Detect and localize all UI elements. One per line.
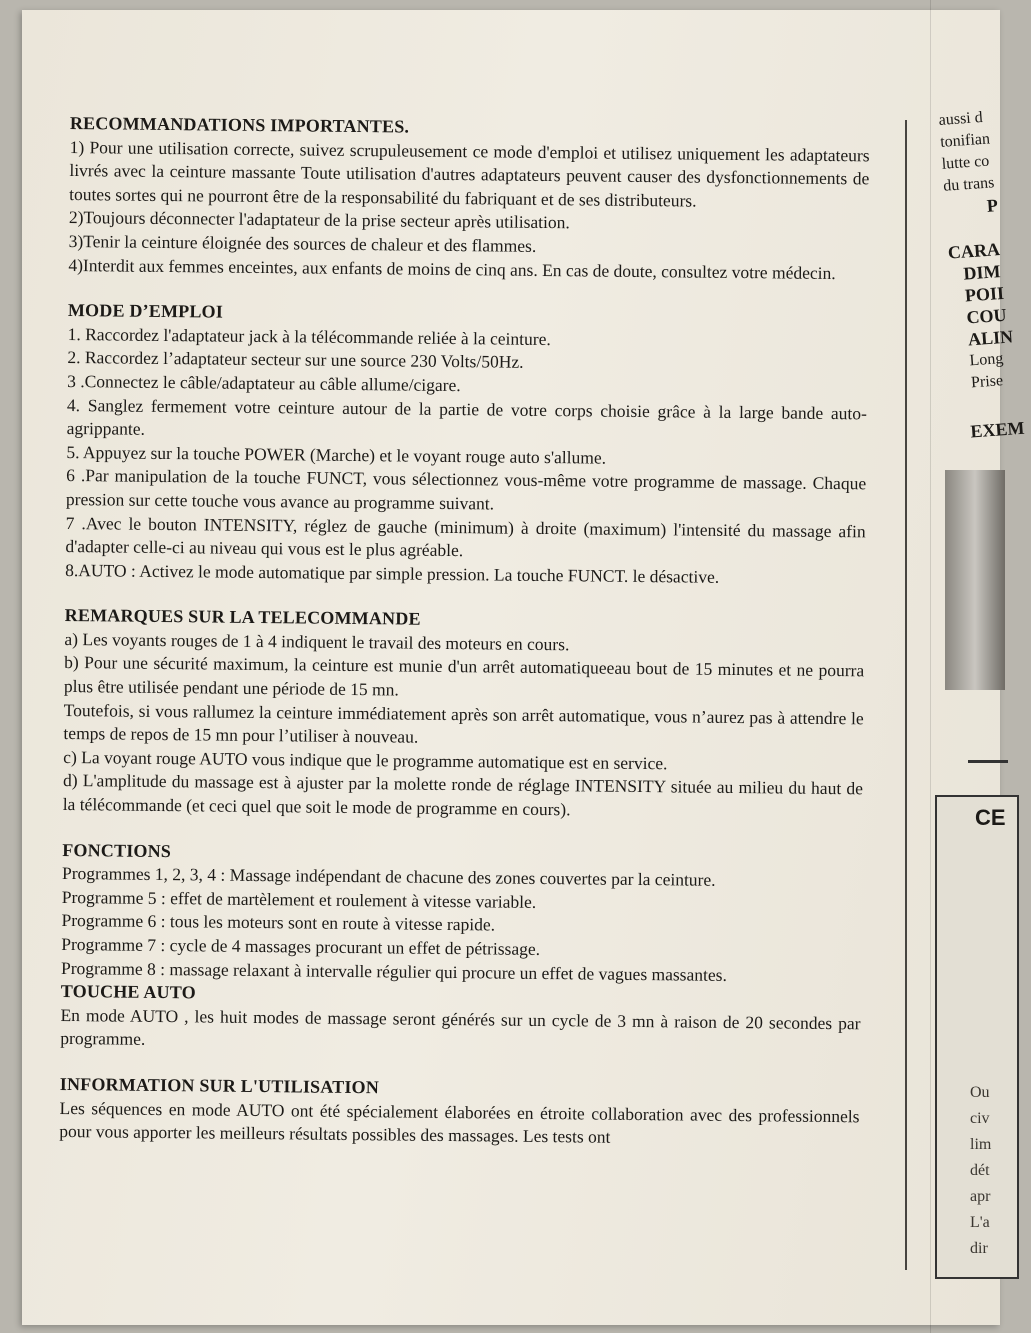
section-information <box>59 1073 860 1152</box>
section-mode-emploi <box>65 299 868 590</box>
paragraph: 2)Toujours déconnecter l'adaptateur de la prise secteur après utilisation. <box>68 207 570 233</box>
info-box-heading: CE <box>975 805 1006 830</box>
right-text-line: aussi d <box>938 108 984 129</box>
paragraph: Programme 8 : massage relaxant à intervalle régulier qui procure un effet de vagues massantes. <box>60 957 727 985</box>
main-column <box>59 112 870 1174</box>
paragraph: 5. Appuyez sur la touche POWER (Marche) et le voyant rouge auto s'allume. <box>66 441 607 468</box>
section-heading: FONCTIONS <box>62 839 172 861</box>
paragraph: 4)Interdit aux femmes enceintes, aux enfants de moins de cinq ans. En cas de doute, consultez votre médecin. <box>68 254 836 283</box>
example-heading: EXEM <box>969 417 1026 442</box>
paragraph: Programmes 1, 2, 3, 4 : Massage indépendant de chacune des zones couvertes par la ceinture. <box>61 863 716 891</box>
section-fonctions <box>61 839 862 989</box>
spec-item: Long <box>968 350 1004 370</box>
right-text-line: du trans <box>942 174 995 195</box>
paragraph: c) La voyant rouge AUTO vous indique que le programme automatique est en service. <box>63 746 668 774</box>
section-recommandations <box>68 112 870 286</box>
paragraph: Les séquences en mode AUTO ont été spécialement élaborées en étroite collaboration avec des professionnels pour vous apporter les meilleurs résultats possibles des massages. Les tests ont <box>59 1097 860 1147</box>
box-line: civ <box>970 1110 990 1127</box>
spec-item: POII <box>964 282 1005 306</box>
section-heading: TOUCHE AUTO <box>60 981 196 1003</box>
spec-item: DIM <box>962 261 1002 284</box>
right-bold-letter: P <box>986 195 999 216</box>
paragraph: 8.AUTO : Activez le mode automatique par simple pression. La touche FUNCT. le désactive. <box>65 559 720 587</box>
paragraph: b) Pour une sécurité maximum, la ceinture est munie d'un arrêt automatiqueeau bout de 15 minutes et ne pourra plus être utilisée pendant une période de 15 mn. <box>63 652 865 700</box>
box-line: L'a <box>970 1214 990 1231</box>
box-line: dét <box>970 1162 990 1179</box>
box-line: apr <box>970 1188 991 1205</box>
example-photo <box>945 470 1005 690</box>
divider-dash <box>968 760 1008 763</box>
paragraph: Toutefois, si vous rallumez la ceinture immédiatement après son arrêt automatique, vous n’aurez pas à attendre le temps de repos de 15 mn pour l’utiliser à nouveau. <box>63 699 864 747</box>
paragraph: 1) Pour une utilisation correcte, suivez scrupuleusement ce mode d'emploi et utilisez uniquement les adaptateurs livrés avec la ceinture massante Toute utilisation d'autres adaptateurs peuvent causer des dysfonctionnements de toutes sortes qui ne pourront être de la responsabilité du fabriquant et de ses distributeurs. <box>69 136 870 211</box>
section-heading: RECOMMANDATIONS IMPORTANTES. <box>69 112 410 137</box>
box-line: dir <box>970 1240 988 1257</box>
section-heading: MODE D’EMPLOI <box>67 300 224 322</box>
spec-item: ALIN <box>967 326 1014 350</box>
section-heading: INFORMATION SUR L'UTILISATION <box>59 1073 380 1098</box>
info-box-lines <box>970 1080 1010 1262</box>
paragraph: d) L'amplitude du massage est à ajuster par la molette ronde de réglage INTENSITY située au milieu du haut de la télécommande (et ceci quel que soit le mode de programme en cours). <box>62 770 864 820</box>
box-line: lim <box>970 1136 992 1153</box>
paragraph: a) Les voyants rouges de 1 à 4 indiquent le travail des moteurs en cours. <box>64 628 570 655</box>
paragraph: 3 .Connectez le câble/adaptateur au câble allume/cigare. <box>67 370 461 396</box>
paragraph: Programme 5 : effet de martèlement et roulement à vitesse variable. <box>61 886 537 912</box>
paragraph: 6 .Par manipulation de la touche FUNCT, vous sélectionnez vous-même votre programme de massage. Chaque pression sur cette touche vous avance au programme suivant. <box>65 465 867 514</box>
paragraph: 3)Tenir la ceinture éloignée des sources de chaleur et des flammes. <box>68 230 537 256</box>
section-remarques <box>63 604 865 825</box>
section-touche-auto <box>60 980 861 1059</box>
spec-heading: CARA <box>947 239 1001 263</box>
paragraph: 4. Sanglez fermement votre ceinture autour de la partie de votre corps choisie grâce à la large bande auto-agrippante. <box>66 394 867 439</box>
column-divider <box>905 120 907 1270</box>
page-fold-shadow <box>930 0 931 1333</box>
section-heading: REMARQUES SUR LA TELECOMMANDE <box>64 605 421 629</box>
paragraph: 7 .Avec le bouton INTENSITY, réglez de gauche (minimum) à droite (maximum) l'intensité du massage afin d'adapter celle-ci au niveau qui vous est le plus agréable. <box>65 512 866 561</box>
paragraph: Programme 7 : cycle de 4 massages procurant un effet de pétrissage. <box>61 933 541 959</box>
spec-item: Prise <box>970 372 1004 392</box>
paragraph: 2. Raccordez l’adaptateur secteur sur une source 230 Volts/50Hz. <box>67 347 524 373</box>
right-text-line: lutte co <box>941 152 990 173</box>
paragraph: En mode AUTO , les huit modes de massage seront générés sur un cycle de 3 mn à raison de 20 secondes par programme. <box>60 1004 861 1050</box>
box-line: Ou <box>970 1084 990 1101</box>
spec-item: COU <box>965 304 1008 328</box>
paragraph: 1. Raccordez l'adaptateur jack à la télécommande reliée à la ceinture. <box>67 323 551 349</box>
paragraph: Programme 6 : tous les moteurs sont en route à vitesse rapide. <box>61 910 496 935</box>
right-text-line: tonifian <box>939 130 991 151</box>
